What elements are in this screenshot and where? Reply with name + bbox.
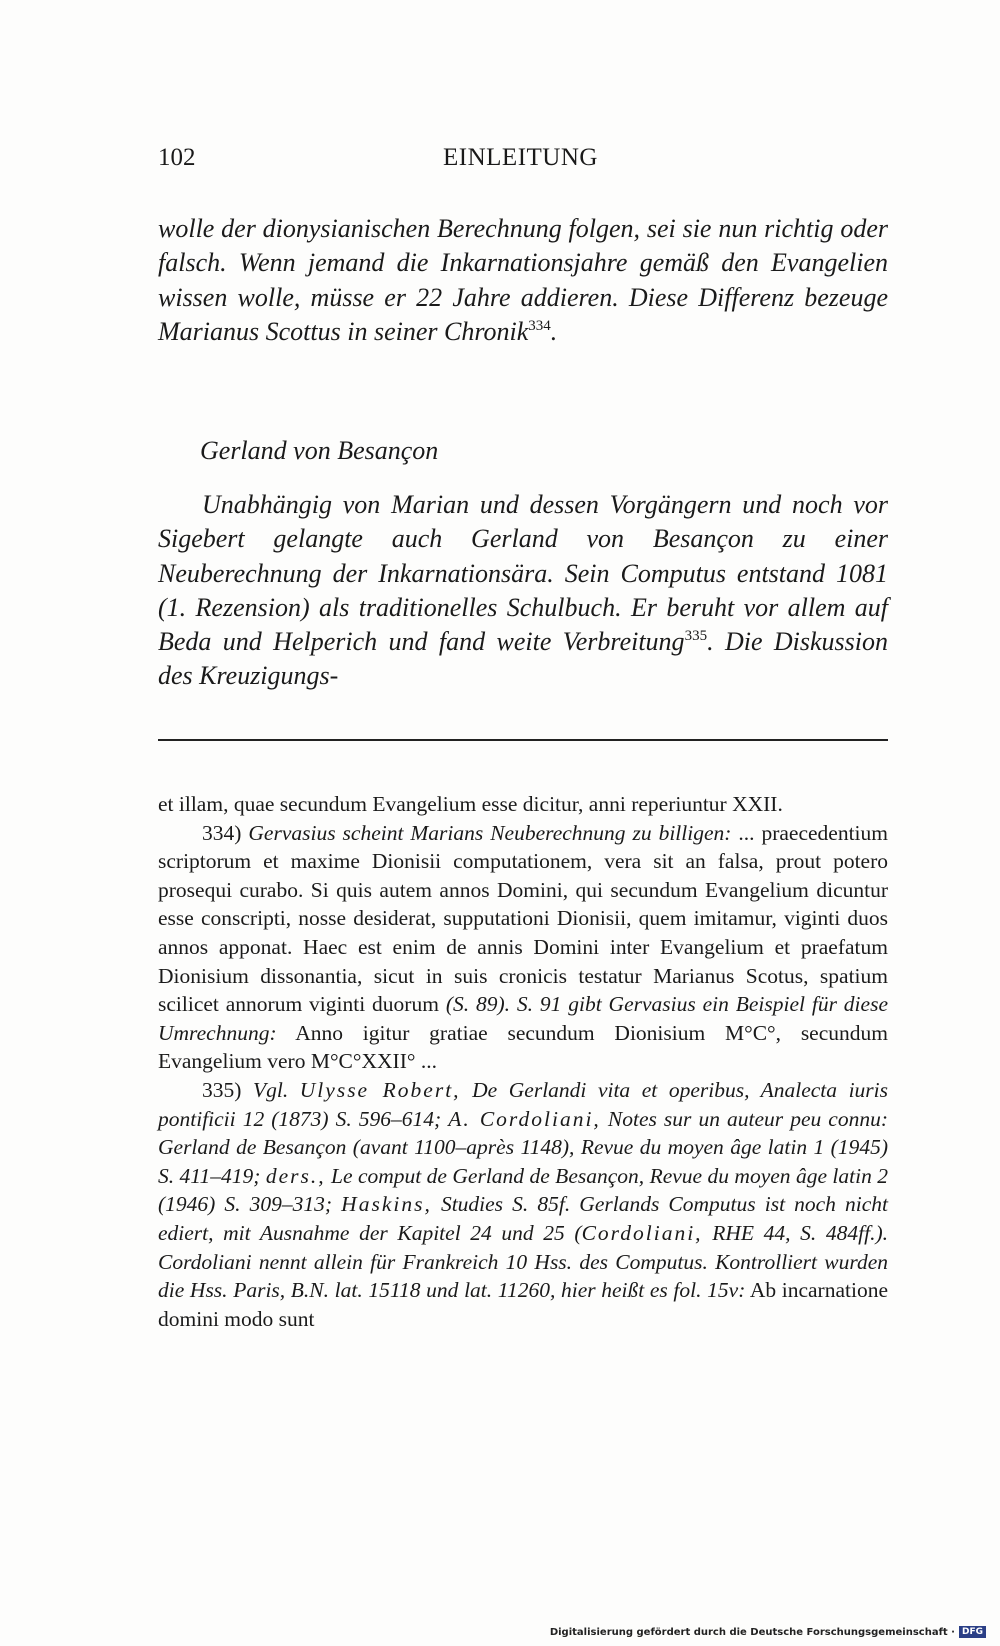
footnote-number: 334) (202, 820, 242, 845)
paragraph-text-end: . Die Diskussion des Kreuzigungs- (158, 627, 888, 691)
author-name: ders., (265, 1163, 326, 1188)
footnote-number: 335) (202, 1077, 242, 1102)
section-title: Gerland von Besançon (200, 436, 439, 465)
author-name: Cordoliani, (581, 1220, 703, 1245)
footnote-italic: RHE 44, S. 484ff.). Cordoliani nennt allein für Frankreich 10 Hss. des Computus. Kontrolliert wurden die Hss. Paris, B.N. lat. 15118 und lat. 11260, hier heißt es fol. 15v: (158, 1220, 888, 1303)
author-name: Ulysse Robert, (299, 1077, 461, 1102)
digitization-credit (550, 1626, 986, 1638)
author-name: Haskins, (341, 1192, 432, 1217)
footnote-italic: Vgl. (252, 1077, 289, 1102)
footnote-text: Anno igitur gratiae secundum Dionisium M°C°, secundum Evangelium vero M°C°XXII° ... (158, 1020, 888, 1074)
footnote-italic: Le comput de Gerland de Besançon, Revue du moyen âge latin 2 (1946) S. 309–313; (158, 1163, 889, 1217)
credit-text: Digitalisierung gefördert durch die Deutsche Forschungsgemeinschaft · (549, 1626, 955, 1638)
footnote-continuation: et illam, quae secundum Evangelium esse dicitur, anni reperiuntur XXII. (158, 792, 783, 816)
footnote-text: ... praecedentium scriptorum et maxime Dionisii computationem, vera sit an falsa, prout potero prosequi curabo. Si quis autem annos Domini, qui secundum Evangelium dicuntur esse conscripti, nosse desiderat, supputationi Dionisii, quem imitamur, viginti duos annos apponat. Haec est enim de annis Domini inter Evangelium et praefatum Dionisium dissonantia, sicut in suis cronicis testatur Marianus Scotus, spatium scilicet annorum viginti duorum (158, 820, 889, 1017)
footnotes (158, 790, 888, 1333)
footnote-italic: De Gerlandi vita et operibus, Analecta iuris pontificii 12 (1873) S. 596–614; (158, 1077, 889, 1131)
footnote-335 (158, 1076, 888, 1333)
footnote-italic: Studies S. 85f. Gerlands Computus ist noch nicht ediert, mit Ausnahme der Kapitel 24 und 25 ( (158, 1192, 889, 1245)
dfg-logo: DFG (959, 1626, 986, 1638)
page-header (158, 144, 888, 178)
footnote-ref-335[interactable]: 335 (684, 628, 708, 645)
page-number: 102 (158, 144, 196, 171)
footnote-italic: (S. 89). S. 91 gibt Gervasius ein Beispiel für diese Umrechnung: (158, 992, 888, 1045)
paragraph-text: Unabhängig von Marian und dessen Vorgängern und noch vor Sigebert gelangte auch Gerland von Besançon zu einer Neuberechnung der Inkarnationsära. Sein Computus entstand 1081 (1. Rezension) als traditionelles Schulbuch. Er beruht vor allem auf Beda und Helperich und fand weite Verbreitung (158, 490, 888, 657)
paragraph-text: wolle der dionysianischen Berechnung folgen, sei sie nun richtig oder falsch. Wenn jemand die Inkarnationsjahre gemäß den Evangelien wissen wolle, müsse er 22 Jahre addieren. Diese Differenz bezeuge Marianus Scottus in seiner Chronik (158, 214, 888, 346)
paragraph-text-end: . (550, 316, 558, 346)
footnote-italic: Notes sur un auteur peu connu: Gerland de Besançon (avant 1100–après 1148), Revue du moyen âge latin 1 (1945) S. 411–419; (158, 1106, 888, 1188)
author-name: A. Cordoliani, (448, 1106, 601, 1131)
footnote-rule (158, 739, 888, 741)
body-paragraph-2 (158, 488, 888, 694)
body-paragraph-1 (158, 212, 888, 349)
footnote-ref-334[interactable]: 334 (528, 317, 551, 334)
running-head: EINLEITUNG (443, 144, 598, 171)
footnote-italic: Gervasius scheint Marians Neuberechnung zu billigen: (248, 820, 732, 845)
footnote-334 (158, 819, 888, 1076)
footnote-text: Ab incarnatione domini modo sunt (158, 1278, 888, 1331)
